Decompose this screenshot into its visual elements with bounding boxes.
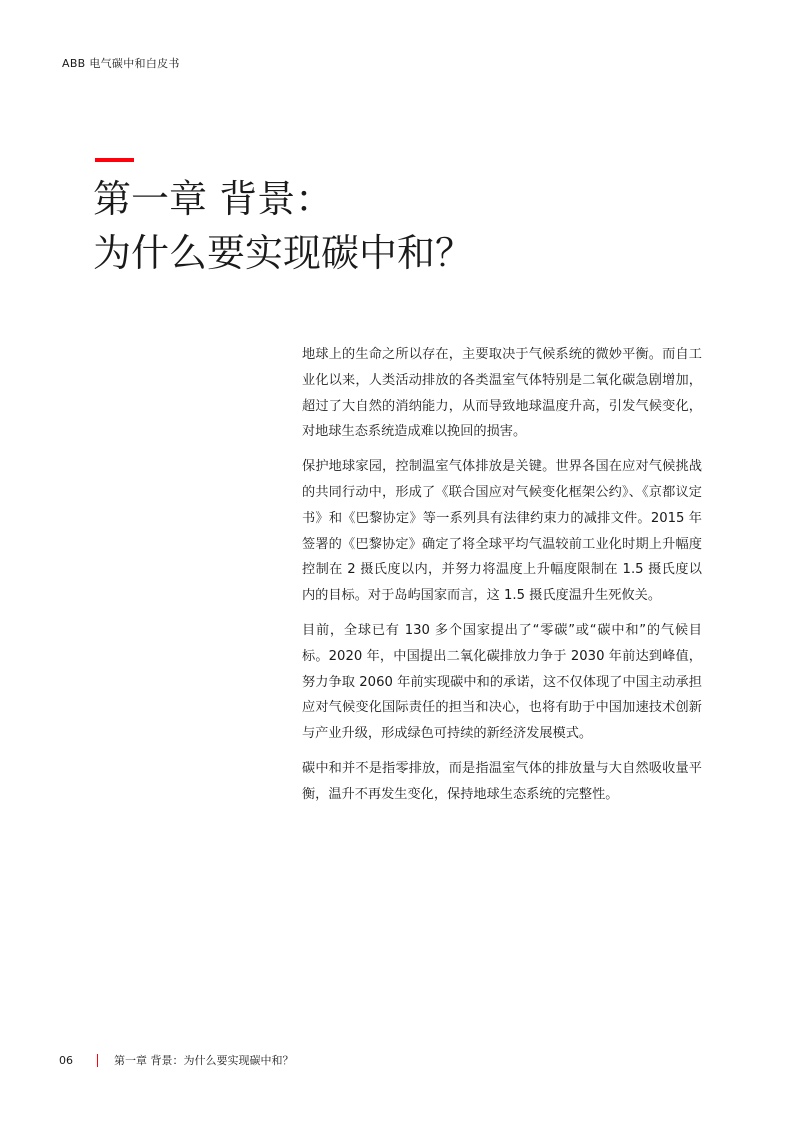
chapter-title-line-2: 为什么要实现碳中和？: [93, 231, 474, 275]
page-footer: [59, 1052, 294, 1068]
chapter-title: [93, 172, 693, 280]
paragraph-2: 保护地球家园，控制温室气体排放是关键。世界各国在应对气候挑战的共同行动中，形成了《联合国应对气候变化框架公约》、《京都议定书》和《巴黎协定》等一系列具有法律约束力的减排文件。2015 年签署的《巴黎协定》确定了将全球平均气温较前工业化时期上升幅度控制在 2 摄氏度以内，并努力将温度上升幅度限制在 1.5 摄氏度以内的目标。对于岛屿国家而言，这 1.5 摄氏度温升生死攸关。: [302, 459, 702, 604]
body-text: [302, 342, 702, 817]
page-number: 06: [59, 1053, 73, 1067]
footer-chapter-label: 第一章 背景：为什么要实现碳中和？: [114, 1054, 294, 1067]
chapter-title-line-1: 第一章 背景：: [93, 177, 334, 221]
title-accent-bar: [95, 158, 134, 162]
paragraph-4: 碳中和并不是指零排放，而是指温室气体的排放量与大自然吸收量平衡，温升不再发生变化，保持地球生态系统的完整性。: [302, 760, 702, 802]
footer-divider: [97, 1054, 98, 1067]
paragraph-3: 目前，全球已有 130 多个国家提出了“零碳”或“碳中和”的气候目标。2020 年，中国提出二氧化碳排放力争于 2030 年前达到峰值，努力争取 2060 年前实现碳中和的承诺，这不仅体现了中国主动承担应对气候变化国际责任的担当和决心，也将有助于中国加速技术创新与产业升级，形成绿色可持续的新经济发展模式。: [302, 622, 702, 742]
document-header-title: ABB 电气碳中和白皮书: [62, 57, 180, 70]
paragraph-1: 地球上的生命之所以存在，主要取决于气候系统的微妙平衡。而自工业化以来，人类活动排放的各类温室气体特别是二氧化碳急剧增加，超过了大自然的消纳能力，从而导致地球温度升高，引发气候变化，对地球生态系统造成难以挽回的损害。: [302, 347, 702, 440]
